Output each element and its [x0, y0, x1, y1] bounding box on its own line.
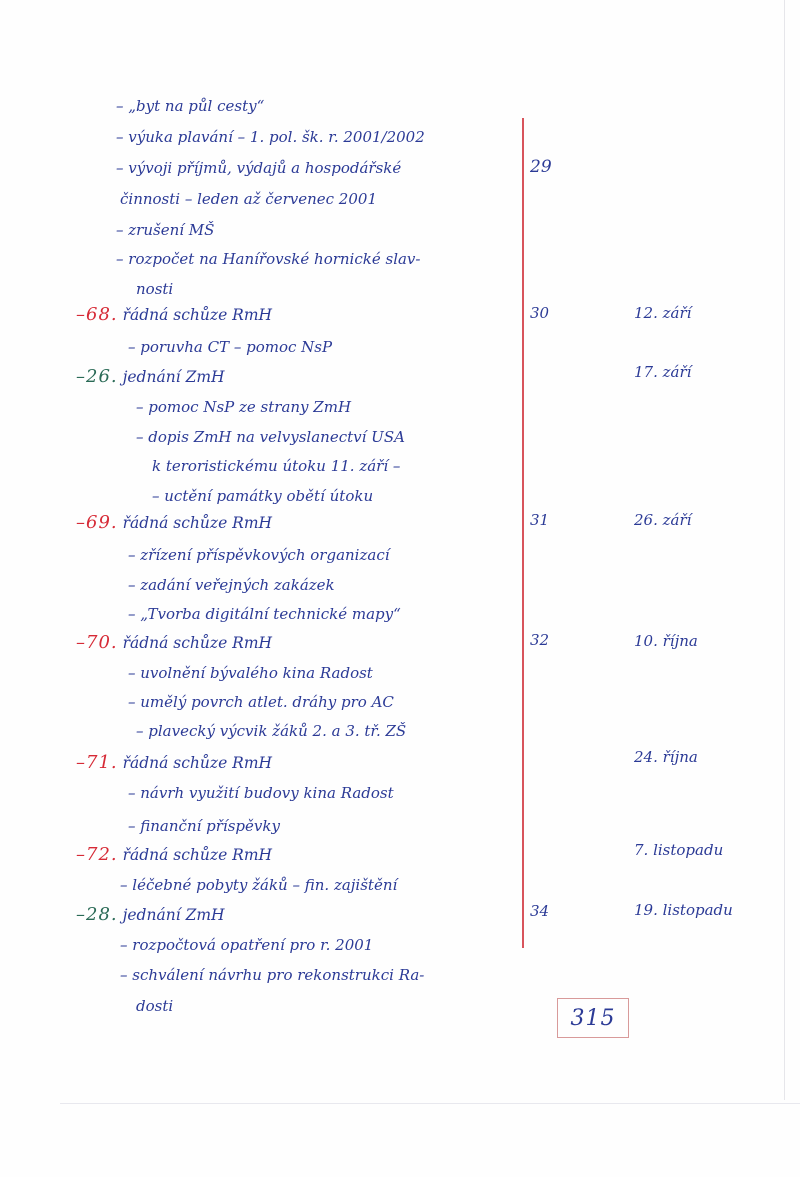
- meeting-number: –68.: [76, 304, 118, 325]
- meeting-number: –28.: [76, 904, 118, 925]
- entry-line: činnosti – leden až červenec 2001: [120, 190, 377, 208]
- entry-line: – „Tvorba digitální technické mapy“: [128, 605, 401, 623]
- meeting-heading: [76, 367, 225, 387]
- entry-line: – schválení návrhu pro rekonstrukci Ra-: [120, 966, 425, 984]
- entry-line: – uvolnění bývalého kina Radost: [128, 664, 373, 682]
- margin-line: [522, 118, 524, 948]
- entry-line: – uctění památky obětí útoku: [152, 487, 374, 505]
- entry-line: k teroristickému útoku 11. září –: [152, 457, 401, 475]
- entry-line: – rozpočet na Hanířovské hornické slav-: [116, 250, 421, 268]
- meeting-heading: [76, 753, 272, 773]
- entry-line: – zřízení příspěvkových organizací: [128, 546, 390, 564]
- entry-line: – výuka plavání – 1. pol. šk. r. 2001/2002: [116, 128, 425, 146]
- meeting-title: jednání ZmH: [122, 368, 225, 386]
- entry-line: – dopis ZmH na velvyslanectví USA: [136, 428, 405, 446]
- meeting-number: –26.: [76, 366, 118, 387]
- entry-line: – „byt na půl cesty“: [116, 97, 265, 115]
- page-number-stamp: 315: [557, 998, 629, 1038]
- meeting-heading: [76, 905, 225, 925]
- page-ref: 30: [530, 304, 550, 322]
- entry-line: – rozpočtová opatření pro r. 2001: [120, 936, 374, 954]
- meeting-date: 10. října: [634, 632, 698, 650]
- entry-line: – zadání veřejných zakázek: [128, 576, 335, 594]
- page-ref: 31: [530, 511, 550, 529]
- entry-line: – vývoji příjmů, výdajů a hospodářské: [116, 159, 402, 177]
- page-ref: 34: [530, 902, 550, 920]
- page-ref: 29: [530, 157, 552, 177]
- meeting-date: 24. října: [634, 748, 698, 766]
- meeting-number: –70.: [76, 632, 118, 653]
- meeting-heading: [76, 305, 272, 325]
- meeting-number: –71.: [76, 752, 118, 773]
- entry-line: – plavecký výcvik žáků 2. a 3. tř. ZŠ: [136, 722, 407, 740]
- entry-line: – finanční příspěvky: [128, 817, 280, 835]
- meeting-date: 19. listopadu: [634, 901, 733, 919]
- entry-line: nosti: [136, 280, 174, 298]
- meeting-date: 17. září: [634, 363, 692, 381]
- entry-line: – zrušení MŠ: [116, 221, 215, 239]
- meeting-title: řádná schůze RmH: [122, 634, 273, 652]
- entry-line: dosti: [136, 997, 174, 1015]
- meeting-title: jednání ZmH: [122, 906, 225, 924]
- meeting-title: řádná schůze RmH: [122, 846, 273, 864]
- entry-line: – léčebné pobyty žáků – fin. zajištění: [120, 876, 398, 894]
- meeting-heading: [76, 845, 272, 865]
- meeting-title: řádná schůze RmH: [122, 306, 273, 324]
- meeting-number: –72.: [76, 844, 118, 865]
- meeting-date: 12. září: [634, 304, 692, 322]
- page-edge-bottom: [60, 1103, 800, 1104]
- meeting-title: řádná schůze RmH: [122, 754, 273, 772]
- entry-line: – umělý povrch atlet. dráhy pro AC: [128, 693, 394, 711]
- meeting-date: 26. září: [634, 511, 692, 529]
- entry-line: – návrh využití budovy kina Radost: [128, 784, 394, 802]
- entry-line: – pomoc NsP ze strany ZmH: [136, 398, 352, 416]
- meeting-heading: [76, 513, 272, 533]
- page-ref: 32: [530, 631, 550, 649]
- page-edge-right: [784, 0, 785, 1100]
- meeting-heading: [76, 633, 272, 653]
- entry-line: – poruvha CT – pomoc NsP: [128, 338, 333, 356]
- meeting-title: řádná schůze RmH: [122, 514, 273, 532]
- meeting-date: 7. listopadu: [634, 841, 724, 859]
- meeting-number: –69.: [76, 512, 118, 533]
